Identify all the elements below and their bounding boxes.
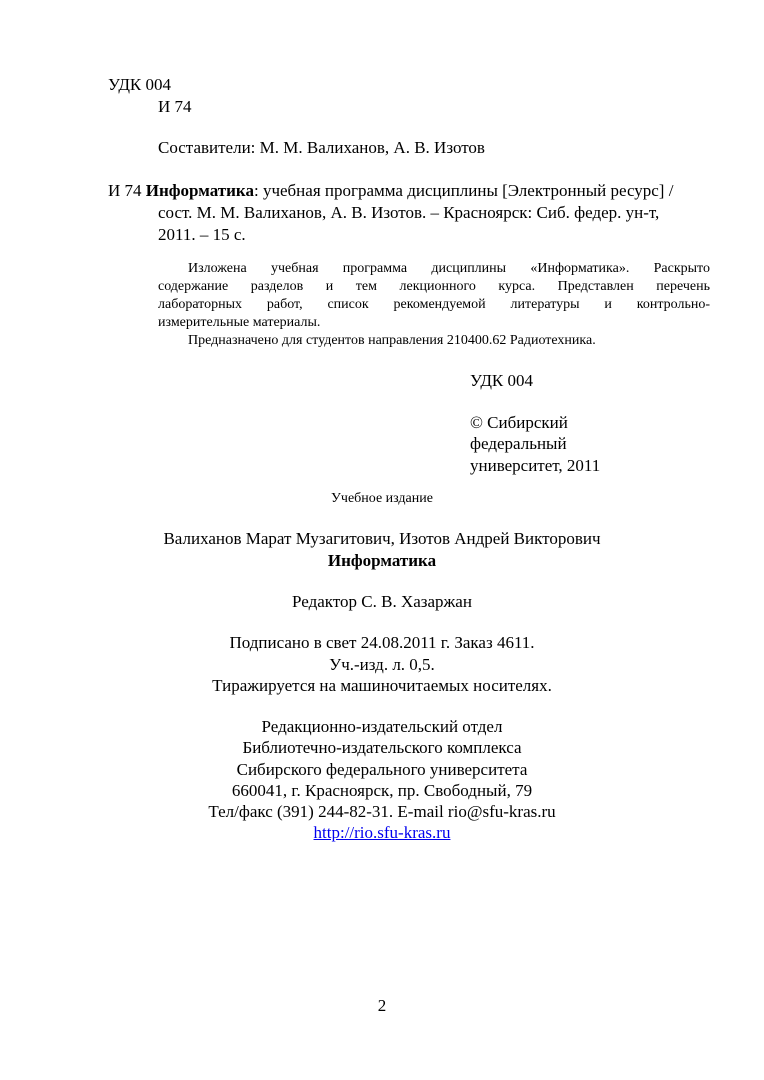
author-code-header: И 74	[158, 97, 192, 116]
editor-line: Редактор С. В. Хазаржан	[292, 592, 472, 611]
publisher-line1: Редакционно-издательский отдел	[261, 717, 503, 736]
bib-rest-line1: : учебная программа дисциплины [Электронный ресурс] /	[253, 181, 674, 200]
copyright-line3: университет, 2011	[470, 456, 601, 475]
book-title: Информатика	[327, 551, 437, 570]
copyright-udk: УДК 004	[470, 371, 534, 390]
udk-header: УДК 004	[108, 75, 172, 94]
publisher-line2: Библиотечно-издательского комплекса	[242, 738, 522, 757]
signed-line3: Тиражируется на машиночитаемых носителях.	[212, 676, 552, 695]
abstract-line1: Изложена учебная программа дисциплины «Информатика». Раскрыто	[188, 261, 710, 276]
abstract-line4: измерительные материалы.	[158, 315, 321, 330]
publisher-address: 660041, г. Красноярск, пр. Свободный, 79	[231, 781, 533, 800]
bib-entry-line1	[108, 180, 673, 202]
abstract-line3: лабораторных работ, список рекомендуемой литературы и контрольно-	[158, 297, 710, 312]
copyright-line2: федеральный	[470, 434, 567, 453]
bib-code: И 74	[108, 181, 142, 200]
publisher-contacts: Тел/факс (391) 244-82-31. E-mail rio@sfu-kras.ru	[208, 802, 556, 821]
bib-entry-line3: 2011. – 15 с.	[158, 225, 246, 244]
copyright-line1: © Сибирский	[470, 413, 568, 432]
signed-line2: Уч.-изд. л. 0,5.	[329, 655, 435, 674]
signed-line1: Подписано в свет 24.08.2011 г. Заказ 4611.	[229, 633, 535, 652]
publisher-url-link[interactable]: http://rio.sfu-kras.ru	[313, 823, 451, 842]
bib-title: Информатика	[145, 181, 254, 200]
publisher-line3: Сибирского федерального университета	[236, 760, 528, 779]
abstract-purpose: Предназначено для студентов направления 210400.62 Радиотехника.	[188, 333, 596, 348]
abstract-line2: содержание разделов и тем лекционного курса. Представлен перечень	[158, 279, 710, 294]
page-number: 2	[377, 996, 387, 1015]
publisher-url-wrapper	[0, 822, 764, 844]
compilers-line: Составители: М. М. Валиханов, А. В. Изотов	[158, 138, 485, 157]
edition-type: Учебное издание	[331, 491, 433, 506]
bib-entry-line2: сост. М. М. Валиханов, А. В. Изотов. – Красноярск: Сиб. федер. ун-т,	[158, 203, 660, 222]
authors-line: Валиханов Марат Музагитович, Изотов Андрей Викторович	[163, 529, 601, 548]
abstract-paragraph	[158, 260, 710, 332]
